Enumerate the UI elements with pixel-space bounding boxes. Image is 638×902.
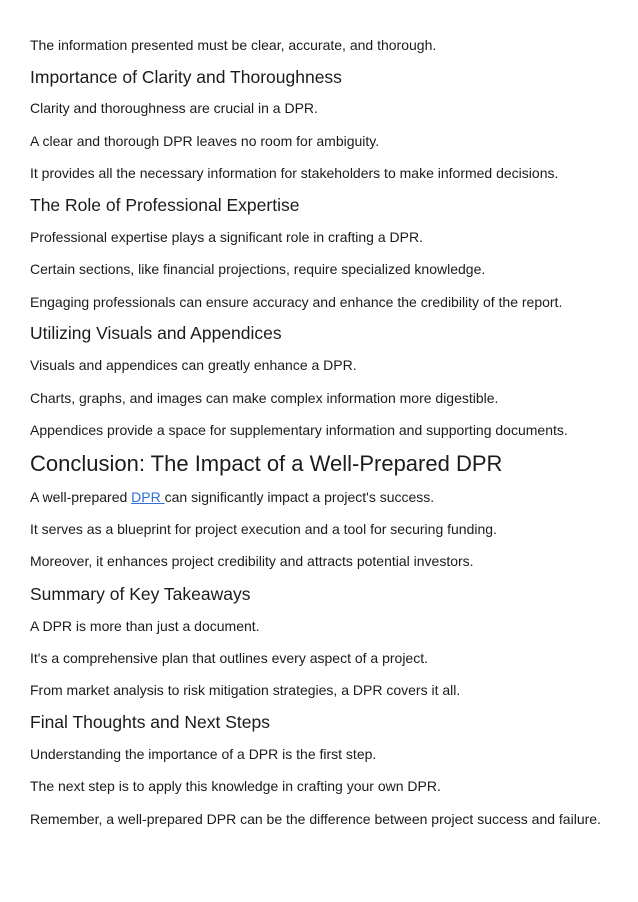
paragraph: Visuals and appendices can greatly enhance a DPR.	[30, 357, 357, 373]
heading-clarity: Importance of Clarity and Thoroughness	[30, 67, 342, 87]
paragraph: A clear and thorough DPR leaves no room for ambiguity.	[30, 133, 380, 149]
paragraph: Certain sections, like financial projections, require specialized knowledge.	[30, 261, 486, 277]
paragraph: A DPR is more than just a document.	[30, 618, 260, 634]
paragraph: Engaging professionals can ensure accuracy and enhance the credibility of the report.	[30, 294, 563, 310]
paragraph: Appendices provide a space for supplementary information and supporting documents.	[30, 422, 568, 438]
paragraph: The next step is to apply this knowledge in crafting your own DPR.	[30, 778, 441, 794]
heading-visuals: Utilizing Visuals and Appendices	[30, 323, 282, 343]
dpr-link[interactable]: DPR	[131, 489, 165, 505]
paragraph: It provides all the necessary information for stakeholders to make informed decisions.	[30, 165, 559, 181]
paragraph: Moreover, it enhances project credibility and attracts potential investors.	[30, 553, 474, 569]
intro-text: The information presented must be clear, accurate, and thorough.	[30, 37, 437, 53]
heading-expertise: The Role of Professional Expertise	[30, 195, 300, 215]
paragraph: Charts, graphs, and images can make complex information more digestible.	[30, 390, 499, 406]
paragraph: Understanding the importance of a DPR is the first step.	[30, 746, 377, 762]
heading-final-thoughts: Final Thoughts and Next Steps	[30, 712, 270, 732]
paragraph-text: A well-prepared	[30, 489, 132, 505]
paragraph-text: can significantly impact a project's success.	[164, 489, 435, 505]
paragraph: Remember, a well-prepared DPR can be the difference between project success and failure.	[30, 811, 601, 827]
paragraph: From market analysis to risk mitigation strategies, a DPR covers it all.	[30, 682, 461, 698]
paragraph: Clarity and thoroughness are crucial in a DPR.	[30, 100, 318, 116]
paragraph-with-link	[30, 488, 434, 506]
heading-conclusion: Conclusion: The Impact of a Well-Prepared DPR	[30, 451, 503, 476]
paragraph: It serves as a blueprint for project execution and a tool for securing funding.	[30, 521, 497, 537]
paragraph: It's a comprehensive plan that outlines every aspect of a project.	[30, 650, 429, 666]
paragraph: Professional expertise plays a significant role in crafting a DPR.	[30, 229, 423, 245]
heading-summary: Summary of Key Takeaways	[30, 584, 251, 604]
